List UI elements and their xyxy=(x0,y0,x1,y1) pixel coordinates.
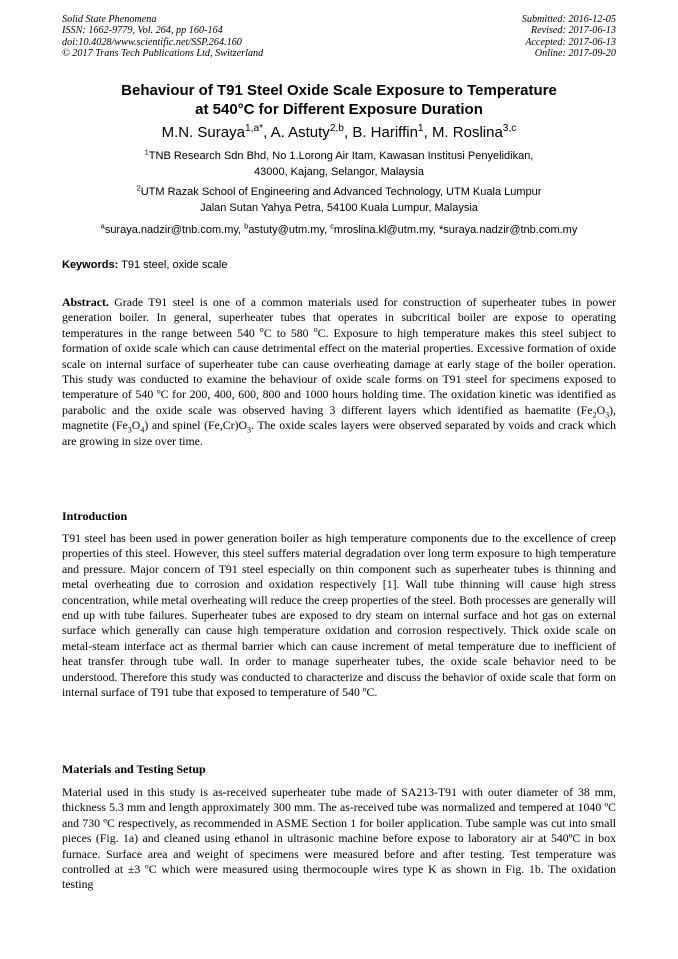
degree-mark: o xyxy=(259,324,264,334)
materials-heading: Materials and Testing Setup xyxy=(62,762,206,776)
degree-mark: o xyxy=(313,324,318,334)
abstract-text: C to 580 xyxy=(263,325,314,340)
keywords-text: T91 steel, oxide scale xyxy=(118,259,228,271)
author-affil-marker: 1,a* xyxy=(244,123,264,134)
title-line-1: Behaviour of T91 Steel Oxide Scale Exposure to Temperature xyxy=(121,82,557,99)
revised-date: Revised: 2017-06-13 xyxy=(530,25,616,37)
affiliation-marker: 1 xyxy=(144,147,149,157)
author-affil-marker: 3,c xyxy=(502,123,517,134)
abstract-text: O xyxy=(131,418,141,433)
author-affil-marker: 1 xyxy=(417,123,424,134)
journal-info xyxy=(62,14,263,59)
accepted-date: Accepted: 2017-06-13 xyxy=(525,36,616,48)
keywords xyxy=(62,258,616,273)
author-name: B. Hariffin xyxy=(352,124,418,141)
author-list xyxy=(62,124,616,142)
affiliation-line: Jalan Sutan Yahya Petra, 54100 Kuala Lumpur, Malaysia xyxy=(200,201,478,214)
author-name: A. Astuty xyxy=(270,124,330,141)
paper-title xyxy=(62,81,616,119)
submitted-date: Submitted: 2016-12-05 xyxy=(521,14,616,25)
subscript: 4 xyxy=(140,425,145,435)
materials-text: Material used in this study is as-received superheater tube made of SA213-T91 with outer diameter of 38 mm, thickness 5.3 mm and length approximately 300 mm. The as-received tube was normalized and tempered at 1040 ºC and 730 ºC respectively, as recommended in ASME Section 1 for boiler application. Tube sample was cut into small pieces (Fig. 1a) and cleaned using ethanol in ultrasonic machine before expose to laboratory air at 540ºC in box furnace. Surface area and weight of specimens were measured before and after testing. Test temperature was controlled at ±3 ºC which were measured using thermocouple wires type K as shown in Fig. 1b. The oxidation testing xyxy=(62,785,616,892)
affiliation-marker: 2 xyxy=(136,183,141,193)
affiliation-2 xyxy=(62,185,616,216)
abstract-text: Grade T91 steel is one of a common materials used for construction of superheater tubes in power generation boiler. In general, superheater tubes that operates in subcritical boiler are expose to operating temperatures in the range between 540 xyxy=(62,295,616,340)
copyright: © 2017 Trans Tech Publications Ltd, Switzerland xyxy=(62,47,264,59)
abstract-text: ) and spinel (Fe,Cr)O xyxy=(144,418,248,433)
introduction-heading: Introduction xyxy=(62,509,128,523)
title-line-2: at 540°C for Different Exposure Duration xyxy=(195,101,483,118)
email-address: mroslina.kl@utm.my, *suraya.nadzir@tnb.com.my xyxy=(333,224,578,236)
subscript: 2 xyxy=(592,410,597,420)
doi: doi:10.4028/www.scientific.net/SSP.264.160 xyxy=(62,36,242,48)
author-name: M. Roslina xyxy=(431,124,503,141)
introduction-text: T91 steel has been used in power generation boiler as high temperature components due to the excellence of creep properties of this steel. However, this steel suffers material degradation over long term exposure to high temperature and pressure. Major concern of T91 steel especially on thin component such as superheater tubes is thinning and metal overheating due to corrosion and oxidation respectively [1]. Wall tube thinning will cause high stress concentration, while metal overheating will reduce the creep properties of the steel. Both processes are generally will end up with tube failures. Superheater tubes are exposed to dry steam on internal surface and hot gas on external surface which generally can cause high temperature oxidation and corrosion respectively. Thick oxide scale on metal-steam interface act as thermal barrier which can cause increment of metal temperature due to inefficient of heat transfer through tube wall. In order to manage superheater tubes, the oxide scale behavior need to be understood. Therefore this study was conducted to characterize and discuss the behavior of oxide scale that form on internal surface of T91 tube that exposed to temperature of 540 ºC. xyxy=(62,531,616,700)
publication-dates xyxy=(522,14,616,59)
abstract-label: Abstract. xyxy=(62,295,109,309)
author-separator: , xyxy=(263,124,271,141)
online-date: Online: 2017-09-20 xyxy=(534,47,616,59)
abstract-text: O xyxy=(596,402,606,417)
email-address: suraya.nadzir@tnb.com.my, xyxy=(104,224,245,236)
affiliation-1 xyxy=(62,149,616,180)
issn: ISSN: 1662-9779, Vol. 264, pp 160-164 xyxy=(62,25,223,37)
abstract-text: . The oxide scales layers were observed separated by voids and crack which are growing in size over time. xyxy=(62,418,616,448)
journal-name: Solid State Phenomena xyxy=(62,14,157,25)
author-name: M.N. Suraya xyxy=(161,124,245,141)
author-separator: , xyxy=(343,124,353,141)
abstract-text: ), magnetite (Fe xyxy=(62,402,616,433)
email-marker: c xyxy=(330,221,334,231)
author-separator: , xyxy=(423,124,432,141)
affiliation-line: 43000, Kajang, Selangor, Malaysia xyxy=(253,165,424,178)
abstract-text: C. Exposure to high temperature makes this steel subject to formation of oxide scale which can cause detrimental effect on the material properties. Excessive formation of oxide scale on internal surface of superheater tube can cause overheating damage at early stage of the boiler operation. This study was conducted to examine the behaviour of oxide scale forms on T91 steel for specimens exposed to temperature of 540 ºC for 200, 400, 600, 800 and 1000 hours holding time. The oxidation kinetic was identified as parabolic and the oxide scale was observed having 3 different layers which identified as haematite (Fe xyxy=(62,325,616,417)
subscript: 3 xyxy=(127,425,132,435)
keywords-label: Keywords: xyxy=(62,259,119,271)
abstract xyxy=(62,295,616,449)
email-address: astuty@utm.my, xyxy=(248,224,331,236)
email-list xyxy=(62,223,616,238)
email-marker: b xyxy=(244,221,249,231)
author-affil-marker: 2,b xyxy=(329,123,344,134)
subscript: 3 xyxy=(605,410,610,420)
affiliation-line: UTM Razak School of Engineering and Advanced Technology, UTM Kuala Lumpur xyxy=(140,186,542,198)
subscript: 3 xyxy=(247,425,252,435)
email-marker: a xyxy=(100,221,105,231)
affiliation-line: TNB Research Sdn Bhd, No 1.Lorong Air Itam, Kawasan Institusi Penyelidikan, xyxy=(148,150,534,162)
